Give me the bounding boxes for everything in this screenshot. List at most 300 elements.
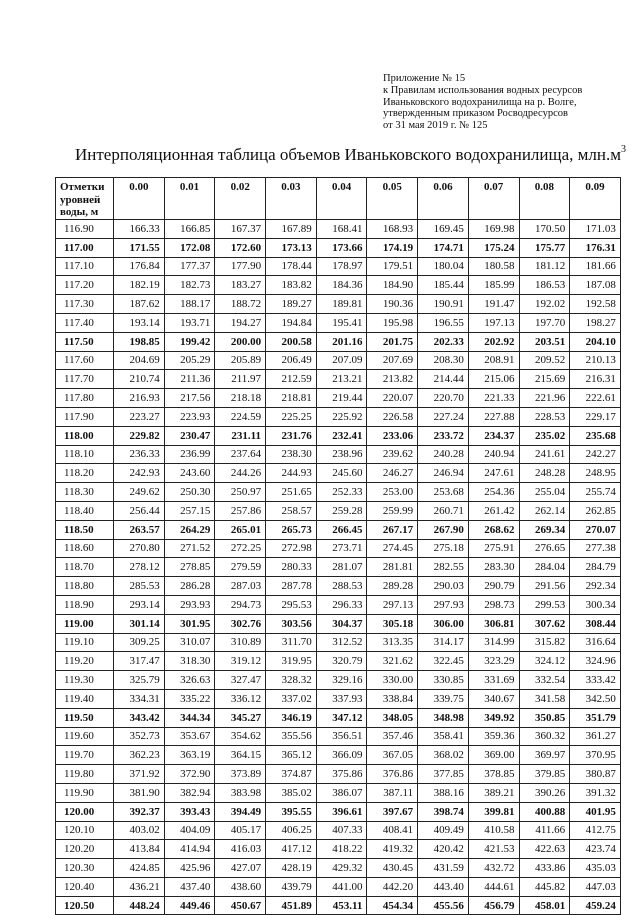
volume-cell: 227.88 (468, 407, 519, 426)
volume-cell: 453.11 (316, 896, 367, 915)
volume-cell: 256.44 (114, 501, 165, 520)
table-row (56, 595, 621, 614)
volume-cell: 231.76 (266, 426, 317, 445)
volume-cell: 321.62 (367, 652, 418, 671)
volume-cell: 173.66 (316, 238, 367, 257)
level-cell: 117.40 (56, 313, 114, 332)
volume-cell: 236.33 (114, 445, 165, 464)
volume-cell: 385.02 (266, 783, 317, 802)
volume-cell: 311.70 (266, 633, 317, 652)
table-row (56, 501, 621, 520)
volume-cell: 456.79 (468, 896, 519, 915)
volume-cell: 320.79 (316, 652, 367, 671)
volume-cell: 246.27 (367, 464, 418, 483)
volume-cell: 420.42 (418, 840, 469, 859)
volume-cell: 423.74 (570, 840, 621, 859)
volume-cell: 273.71 (316, 539, 367, 558)
volume-cell: 192.58 (570, 295, 621, 314)
level-cell: 119.60 (56, 727, 114, 746)
volume-cell: 427.07 (215, 859, 266, 878)
table-row (56, 671, 621, 690)
volume-cell: 191.47 (468, 295, 519, 314)
volume-cell: 388.16 (418, 783, 469, 802)
volume-cell: 232.41 (316, 426, 367, 445)
volume-cell: 189.81 (316, 295, 367, 314)
level-cell: 120.10 (56, 821, 114, 840)
volume-cell: 237.64 (215, 445, 266, 464)
volume-cell: 386.07 (316, 783, 367, 802)
volume-cell: 318.30 (164, 652, 215, 671)
volume-cell: 262.85 (570, 501, 621, 520)
table-row (56, 840, 621, 859)
volume-cell: 408.41 (367, 821, 418, 840)
volume-cell: 425.96 (164, 859, 215, 878)
volume-cell: 220.07 (367, 389, 418, 408)
volume-cell: 213.21 (316, 370, 367, 389)
volume-cell: 438.60 (215, 877, 266, 896)
volume-cell: 202.92 (468, 332, 519, 351)
level-cell: 120.50 (56, 896, 114, 915)
level-cell: 118.50 (56, 520, 114, 539)
volume-cell: 239.62 (367, 445, 418, 464)
volume-cell: 298.73 (468, 595, 519, 614)
volume-cell: 268.62 (468, 520, 519, 539)
volume-cell: 266.45 (316, 520, 367, 539)
appendix-note (383, 73, 582, 132)
volume-cell: 206.49 (266, 351, 317, 370)
volume-cell: 418.22 (316, 840, 367, 859)
level-header-line: воды, м (60, 206, 99, 218)
volume-cell: 297.13 (367, 595, 418, 614)
volume-cell: 291.56 (519, 577, 570, 596)
volume-cell: 262.14 (519, 501, 570, 520)
volume-cell: 274.45 (367, 539, 418, 558)
volume-cell: 279.59 (215, 558, 266, 577)
volume-cell: 248.95 (570, 464, 621, 483)
level-cell: 119.40 (56, 689, 114, 708)
volume-cell: 278.12 (114, 558, 165, 577)
volume-cell: 166.85 (164, 220, 215, 239)
level-cell: 118.80 (56, 577, 114, 596)
volume-cell: 270.07 (570, 520, 621, 539)
volume-cell: 265.01 (215, 520, 266, 539)
volume-cell: 170.50 (519, 220, 570, 239)
volume-cell: 458.01 (519, 896, 570, 915)
volume-cell: 412.75 (570, 821, 621, 840)
volume-cell: 257.86 (215, 501, 266, 520)
volume-cell: 202.33 (418, 332, 469, 351)
volume-cell: 353.67 (164, 727, 215, 746)
volume-cell: 174.71 (418, 238, 469, 257)
column-header: 0.01 (164, 178, 215, 220)
level-cell: 117.00 (56, 238, 114, 257)
volume-cell: 244.93 (266, 464, 317, 483)
volume-cell: 337.93 (316, 689, 367, 708)
table-row (56, 765, 621, 784)
volume-cell: 404.09 (164, 821, 215, 840)
volume-cell: 445.82 (519, 877, 570, 896)
volume-cell: 306.81 (468, 614, 519, 633)
volume-cell: 333.42 (570, 671, 621, 690)
volume-cell: 389.21 (468, 783, 519, 802)
level-column-header (56, 178, 114, 220)
volume-cell: 370.95 (570, 746, 621, 765)
volume-cell: 443.40 (418, 877, 469, 896)
table-row (56, 238, 621, 257)
volume-cell: 326.63 (164, 671, 215, 690)
volume-cell: 398.74 (418, 802, 469, 821)
volume-cell: 325.79 (114, 671, 165, 690)
table-row (56, 802, 621, 821)
volume-cell: 393.43 (164, 802, 215, 821)
volume-cell: 258.57 (266, 501, 317, 520)
volume-cell: 336.12 (215, 689, 266, 708)
volume-cell: 166.33 (114, 220, 165, 239)
volume-cell: 210.74 (114, 370, 165, 389)
volume-cell: 167.89 (266, 220, 317, 239)
volume-cell: 189.27 (266, 295, 317, 314)
volume-cell: 407.33 (316, 821, 367, 840)
volume-cell: 362.23 (114, 746, 165, 765)
volume-cell: 428.19 (266, 859, 317, 878)
volume-cell: 379.85 (519, 765, 570, 784)
volume-cell: 211.36 (164, 370, 215, 389)
volume-cell: 247.61 (468, 464, 519, 483)
volume-cell: 192.02 (519, 295, 570, 314)
table-row (56, 877, 621, 896)
volume-cell: 293.14 (114, 595, 165, 614)
volume-cell: 177.37 (164, 257, 215, 276)
volume-cell: 207.69 (367, 351, 418, 370)
volume-cell: 448.24 (114, 896, 165, 915)
volume-cell: 265.73 (266, 520, 317, 539)
volume-cell: 300.34 (570, 595, 621, 614)
level-cell: 118.90 (56, 595, 114, 614)
volume-cell: 382.94 (164, 783, 215, 802)
table-row (56, 220, 621, 239)
volume-cell: 329.16 (316, 671, 367, 690)
volume-cell: 328.32 (266, 671, 317, 690)
volume-cell: 219.44 (316, 389, 367, 408)
volume-cell: 201.16 (316, 332, 367, 351)
volume-cell: 275.18 (418, 539, 469, 558)
volume-cell: 435.03 (570, 859, 621, 878)
volume-cell: 330.00 (367, 671, 418, 690)
volume-cell: 378.85 (468, 765, 519, 784)
volume-cell: 369.97 (519, 746, 570, 765)
volume-cell: 444.61 (468, 877, 519, 896)
volume-cell: 263.57 (114, 520, 165, 539)
volume-cell: 295.53 (266, 595, 317, 614)
volume-cell: 293.93 (164, 595, 215, 614)
column-header: 0.07 (468, 178, 519, 220)
volume-cell: 359.36 (468, 727, 519, 746)
volume-cell: 330.85 (418, 671, 469, 690)
volume-cell: 432.72 (468, 859, 519, 878)
volume-cell: 313.35 (367, 633, 418, 652)
table-body (56, 220, 621, 915)
volume-cell: 175.77 (519, 238, 570, 257)
volume-cell: 196.55 (418, 313, 469, 332)
volume-cell: 253.68 (418, 483, 469, 502)
volume-cell: 390.26 (519, 783, 570, 802)
volume-cell: 310.07 (164, 633, 215, 652)
volume-cell: 269.34 (519, 520, 570, 539)
volume-cell: 414.94 (164, 840, 215, 859)
column-header: 0.02 (215, 178, 266, 220)
appendix-line: Иваньковского водохранилища на р. Волге, (383, 96, 577, 108)
volume-cell: 374.87 (266, 765, 317, 784)
volume-cell: 184.36 (316, 276, 367, 295)
volume-cell: 200.00 (215, 332, 266, 351)
volume-cell: 167.37 (215, 220, 266, 239)
volume-cell: 212.59 (266, 370, 317, 389)
volume-cell: 282.55 (418, 558, 469, 577)
volume-cell: 307.62 (519, 614, 570, 633)
table-row (56, 633, 621, 652)
level-cell: 117.30 (56, 295, 114, 314)
volume-cell: 176.31 (570, 238, 621, 257)
table-row (56, 351, 621, 370)
volume-cell: 183.27 (215, 276, 266, 295)
volume-cell: 201.75 (367, 332, 418, 351)
volume-cell: 455.56 (418, 896, 469, 915)
volume-cell: 224.59 (215, 407, 266, 426)
title-superscript: 3 (621, 144, 627, 156)
volume-cell: 342.50 (570, 689, 621, 708)
volume-cell: 288.53 (316, 577, 367, 596)
volume-cell: 267.17 (367, 520, 418, 539)
volume-cell: 287.78 (266, 577, 317, 596)
volume-cell: 195.98 (367, 313, 418, 332)
appendix-line: к Правилам использования водных ресурсов (383, 84, 583, 96)
level-cell: 119.50 (56, 708, 114, 727)
volume-cell: 306.00 (418, 614, 469, 633)
volume-cell: 223.93 (164, 407, 215, 426)
volume-table (55, 177, 621, 915)
volume-cell: 264.29 (164, 520, 215, 539)
volume-cell: 361.27 (570, 727, 621, 746)
volume-cell: 225.25 (266, 407, 317, 426)
table-row (56, 520, 621, 539)
volume-cell: 257.15 (164, 501, 215, 520)
table-row (56, 689, 621, 708)
volume-cell: 183.82 (266, 276, 317, 295)
level-header-line: уровней (60, 193, 101, 206)
table-row (56, 539, 621, 558)
level-cell: 119.20 (56, 652, 114, 671)
level-cell: 118.00 (56, 426, 114, 445)
volume-cell: 324.96 (570, 652, 621, 671)
volume-cell: 241.61 (519, 445, 570, 464)
level-cell: 117.20 (56, 276, 114, 295)
volume-cell: 218.81 (266, 389, 317, 408)
volume-cell: 399.81 (468, 802, 519, 821)
level-cell: 117.80 (56, 389, 114, 408)
level-cell: 118.30 (56, 483, 114, 502)
volume-cell: 319.12 (215, 652, 266, 671)
volume-cell: 252.33 (316, 483, 367, 502)
volume-cell: 185.99 (468, 276, 519, 295)
volume-cell: 360.32 (519, 727, 570, 746)
volume-cell: 352.73 (114, 727, 165, 746)
volume-cell: 305.18 (367, 614, 418, 633)
volume-cell: 366.09 (316, 746, 367, 765)
volume-cell: 309.25 (114, 633, 165, 652)
table-row (56, 313, 621, 332)
title-text: Интерполяционная таблица объемов Иваньковского водохранилища, млн.м (75, 145, 622, 164)
volume-cell: 284.04 (519, 558, 570, 577)
volume-cell: 182.19 (114, 276, 165, 295)
table-row (56, 464, 621, 483)
volume-cell: 210.13 (570, 351, 621, 370)
volume-cell: 433.86 (519, 859, 570, 878)
volume-cell: 176.84 (114, 257, 165, 276)
table-row (56, 577, 621, 596)
volume-cell: 280.33 (266, 558, 317, 577)
appendix-line: утвержденным приказом Росводресурсов (383, 108, 568, 120)
volume-cell: 276.65 (519, 539, 570, 558)
volume-cell: 331.69 (468, 671, 519, 690)
volume-cell: 267.90 (418, 520, 469, 539)
volume-cell: 400.88 (519, 802, 570, 821)
volume-cell: 334.31 (114, 689, 165, 708)
table-row (56, 445, 621, 464)
level-cell: 119.80 (56, 765, 114, 784)
volume-cell: 449.46 (164, 896, 215, 915)
volume-cell: 299.53 (519, 595, 570, 614)
volume-cell: 221.33 (468, 389, 519, 408)
volume-cell: 319.95 (266, 652, 317, 671)
volume-cell: 429.32 (316, 859, 367, 878)
volume-cell: 251.65 (266, 483, 317, 502)
volume-cell: 197.13 (468, 313, 519, 332)
table-row (56, 332, 621, 351)
volume-cell: 223.27 (114, 407, 165, 426)
volume-cell: 289.28 (367, 577, 418, 596)
volume-cell: 174.19 (367, 238, 418, 257)
volume-cell: 401.95 (570, 802, 621, 821)
volume-cell: 255.74 (570, 483, 621, 502)
volume-cell: 216.93 (114, 389, 165, 408)
volume-cell: 392.37 (114, 802, 165, 821)
volume-cell: 347.12 (316, 708, 367, 727)
volume-cell: 187.08 (570, 276, 621, 295)
volume-cell: 245.60 (316, 464, 367, 483)
volume-cell: 220.70 (418, 389, 469, 408)
volume-cell: 193.71 (164, 313, 215, 332)
volume-cell: 339.75 (418, 689, 469, 708)
volume-cell: 172.60 (215, 238, 266, 257)
level-cell: 118.70 (56, 558, 114, 577)
volume-cell: 377.85 (418, 765, 469, 784)
volume-cell: 348.05 (367, 708, 418, 727)
volume-cell: 198.85 (114, 332, 165, 351)
volume-cell: 275.91 (468, 539, 519, 558)
volume-cell: 332.54 (519, 671, 570, 690)
volume-cell: 272.98 (266, 539, 317, 558)
volume-cell: 207.09 (316, 351, 367, 370)
volume-cell: 337.02 (266, 689, 317, 708)
volume-cell: 395.55 (266, 802, 317, 821)
level-cell: 117.60 (56, 351, 114, 370)
volume-cell: 396.61 (316, 802, 367, 821)
column-header: 0.03 (266, 178, 317, 220)
volume-cell: 171.03 (570, 220, 621, 239)
volume-cell: 442.20 (367, 877, 418, 896)
level-cell: 120.00 (56, 802, 114, 821)
volume-cell: 371.92 (114, 765, 165, 784)
volume-cell: 363.19 (164, 746, 215, 765)
volume-cell: 238.96 (316, 445, 367, 464)
level-header-line: Отметки (60, 181, 105, 193)
volume-cell: 272.25 (215, 539, 266, 558)
volume-cell: 324.12 (519, 652, 570, 671)
column-header: 0.05 (367, 178, 418, 220)
volume-cell: 451.89 (266, 896, 317, 915)
volume-cell: 302.76 (215, 614, 266, 633)
volume-cell: 431.59 (418, 859, 469, 878)
volume-cell: 380.87 (570, 765, 621, 784)
volume-cell: 200.58 (266, 332, 317, 351)
volume-cell: 301.95 (164, 614, 215, 633)
volume-cell: 394.49 (215, 802, 266, 821)
volume-cell: 240.28 (418, 445, 469, 464)
level-cell: 120.30 (56, 859, 114, 878)
volume-cell: 364.15 (215, 746, 266, 765)
volume-cell: 350.85 (519, 708, 570, 727)
volume-cell: 340.67 (468, 689, 519, 708)
volume-cell: 190.91 (418, 295, 469, 314)
volume-cell: 348.98 (418, 708, 469, 727)
volume-cell: 199.42 (164, 332, 215, 351)
volume-cell: 322.45 (418, 652, 469, 671)
volume-cell: 242.27 (570, 445, 621, 464)
table-row (56, 407, 621, 426)
volume-cell: 287.03 (215, 577, 266, 596)
level-cell: 116.90 (56, 220, 114, 239)
volume-cell: 367.05 (367, 746, 418, 765)
table-row (56, 859, 621, 878)
volume-cell: 259.28 (316, 501, 367, 520)
volume-cell: 335.22 (164, 689, 215, 708)
level-cell: 119.30 (56, 671, 114, 690)
volume-cell: 430.45 (367, 859, 418, 878)
volume-cell: 308.44 (570, 614, 621, 633)
volume-cell: 312.52 (316, 633, 367, 652)
volume-cell: 424.85 (114, 859, 165, 878)
volume-cell: 226.58 (367, 407, 418, 426)
volume-cell: 178.44 (266, 257, 317, 276)
volume-cell: 172.08 (164, 238, 215, 257)
volume-cell: 403.02 (114, 821, 165, 840)
level-cell: 117.90 (56, 407, 114, 426)
level-cell: 119.10 (56, 633, 114, 652)
volume-cell: 327.47 (215, 671, 266, 690)
appendix-line: от 31 мая 2019 г. № 125 (383, 120, 488, 132)
volume-cell: 375.86 (316, 765, 367, 784)
level-cell: 120.20 (56, 840, 114, 859)
volume-cell: 250.97 (215, 483, 266, 502)
volume-cell: 213.82 (367, 370, 418, 389)
volume-cell: 230.47 (164, 426, 215, 445)
volume-cell: 284.79 (570, 558, 621, 577)
volume-cell: 197.70 (519, 313, 570, 332)
volume-cell: 242.93 (114, 464, 165, 483)
volume-cell: 303.56 (266, 614, 317, 633)
volume-cell: 409.49 (418, 821, 469, 840)
volume-cell: 405.17 (215, 821, 266, 840)
